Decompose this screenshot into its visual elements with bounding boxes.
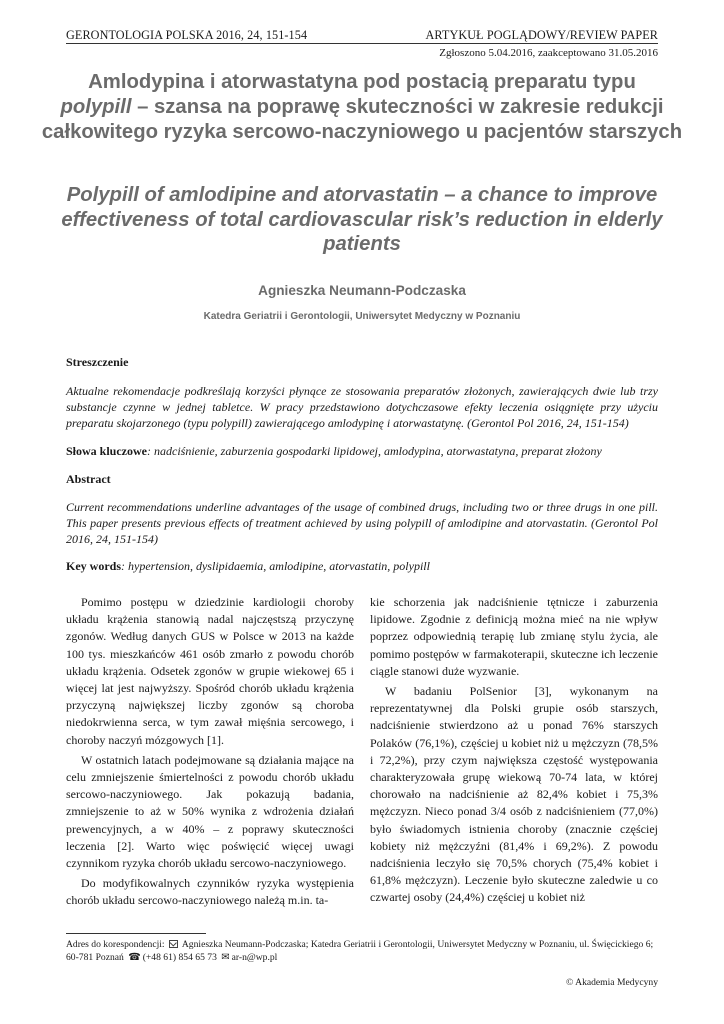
abstract-keywords-list: : hypertension, dyslipidaemia, amlodipine, atorvastatin, polypill: [121, 559, 430, 573]
abstract-keywords: [66, 558, 658, 574]
abstract-heading: Abstract: [66, 472, 111, 486]
streszczenie-keywords-list: : nadciśnienie, zaburzenia gospodarki lipidowej, amlodypina, atorwastatyna, preparat złożony: [147, 444, 602, 458]
body-paragraph: Pomimo postępu w dziedzinie kardiologii choroby układu krążenia stanowią nadal najczęstszą przyczynę zgonów. Według danych GUS w Polsce w 2013 na każde 100 tys. mieszkańców 461 osób zmarło z powodu chorób układu krążenia. Odsetek zgonów w grupie wiekowej 65 i więcej lat jest najwyższy. Spośród chorób układu krążenia przyczyną największej liczby zgonów są choroba niedokrwienna serca, w tym zawał mięśnia sercowego, i choroby naczyń mózgowych [1].: [66, 595, 354, 747]
body-left-column: [66, 594, 354, 914]
body-paragraph: W badaniu PolSenior [3], wykonanym na reprezentatywnej dla Polski grupie osób starszych, nadciśnienie stwierdzono aż u ponad 76% starszych Polaków (76,1%), częściej u kobiet niż u mężczyzn (78,5% i 72,2%), przy czym największa częstość występowania charakteryzowała grupę wiekową 70-74 lata, w której chorowało na nadciśnienie aż 82,4% kobiet i 75,3% mężczyzn. Nieco ponad 3/4 osób z nadciśnieniem (77,0%) było świadomych istnienia choroby (znacznie częściej kobiety niż mężczyźni (81,4% i 69,2%). Z powodu nadciśnienia leczyło się 70,5% chorych (75,4% kobiet i 61,8% mężczyzn). Leczenie było skuteczne zaledwie u co czwartej osoby (24,4%) częściej u kobiet niż: [370, 684, 658, 905]
body-paragraph: W ostatnich latach podejmowane są działania mające na celu zmniejszenie śmiertelności z powodu chorób układu sercowo-naczyniowego. Jak pokazują badania, zmniejszenie to aż w 50% wynika z wdrożenia działań prewencyjnych, a w 40% – z poprawy skuteczności leczenia [2]. Warto więc poświęcić więcej uwagi czynnikom ryzyka chorób układu sercowo-naczyniowego.: [66, 752, 354, 871]
body-paragraph: Do modyfikowalnych czynników ryzyka występienia chorób układu sercowo-naczyniowego należą m.in. ta-: [66, 876, 354, 908]
header-rule: [66, 43, 658, 44]
title-polish-polypill: polypill: [60, 96, 132, 118]
envelope-icon: [169, 940, 178, 948]
footnote-rule: [66, 933, 206, 934]
author-affiliation: Katedra Geriatrii i Gerontologii, Uniwersytet Medyczny w Poznaniu: [203, 311, 521, 322]
streszczenie-keywords: [66, 443, 658, 459]
running-header: [66, 28, 658, 59]
streszczenie-section: [66, 354, 658, 459]
submission-dates: Zgłoszono 5.04.2016, zaakceptowano 31.05.2016: [439, 47, 658, 59]
footnote-email[interactable]: ar-n@wp.pl: [231, 952, 278, 963]
title-english: Polypill of amlodipine and atorvastatin – a chance to improve effectiveness of total cardiovascular risk’s reduction in elderly patients: [61, 184, 663, 255]
abstract-text: Current recommendations underline advantages of the usage of combined drugs, including two or three drugs in one pill. This paper presents previous effects of treatment achieved by using polypill of amlodipine and atorvastatin. (Gerontol Pol 2016, 24, 151-154): [66, 500, 658, 546]
body-columns: [66, 594, 658, 914]
author-name: Agnieszka Neumann-Podczaska: [258, 283, 466, 298]
streszczenie-heading: Streszczenie: [66, 355, 129, 369]
email-icon: ✉: [221, 952, 230, 963]
title-polish: [40, 70, 684, 145]
footnote-prefix: Adres do korespondencji:: [66, 939, 165, 950]
streszczenie-keywords-label: Słowa kluczowe: [66, 444, 147, 458]
phone-icon: ☎: [128, 952, 141, 963]
abstract-keywords-label: Key words: [66, 559, 121, 573]
streszczenie-text: Aktualne rekomendacje podkreślają korzyści płynące ze stosowania preparatów złożonych, zawierających dwie lub trzy substancje czynne w jednej tabletce. W pracy przedstawiono dotychczasowe efekty leczenia osiągnięte przy użyciu preparatu skojarzonego (typu polypill) zawierającego amlodypinę i atorwastatynę. (Gerontol Pol 2016, 24, 151-154): [66, 384, 658, 430]
copyright-notice: © Akademia Medycyny: [565, 977, 658, 988]
journal-citation: GERONTOLOGIA POLSKA 2016, 24, 151-154: [66, 28, 308, 42]
body-right-column: [370, 594, 658, 914]
abstract-section: [66, 471, 658, 574]
article-type: ARTYKUŁ POGLĄDOWY/REVIEW PAPER: [425, 28, 658, 42]
footnote-address: Agnieszka Neumann-Podczaska; Katedra Geriatrii i Gerontologii, Uniwersytet Medyczny w Poznaniu, ul. Święcickiego 6; 60-781 Poznań: [66, 939, 654, 963]
footnote-phone: (+48 61) 854 65 73: [142, 952, 217, 963]
title-polish-part1: Amlodypina i atorwastatyna pod postacią preparatu typu: [88, 71, 636, 93]
correspondence-footnote: [66, 938, 658, 964]
title-polish-part2: – szansa na poprawę skuteczności w zakresie redukcji całkowitego ryzyka sercowo-naczyniowego u pacjentów starszych: [41, 96, 683, 143]
body-paragraph: kie schorzenia jak nadciśnienie tętnicze i zaburzenia lipidowe. Zgodnie z definicją można mieć na nie wpływ poprzez odpowiednią terapię lub zmianę stylu życia, ale pomimo postępów w farmakoterapii, skuteczne ich leczenie ciągle stanowi duże wyzwanie.: [370, 595, 658, 678]
